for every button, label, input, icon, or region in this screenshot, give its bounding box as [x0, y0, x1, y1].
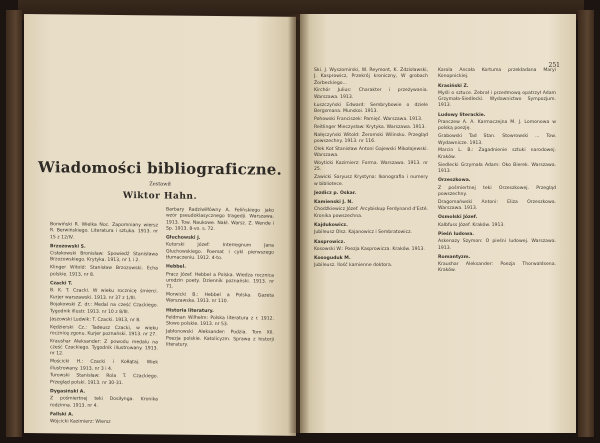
bibliography-entry: Kraushar Aleksander: Z powodu medalu na cześć Czackiego. Tygodnik illustrowany. 1913. nr 12. [50, 338, 158, 357]
left-page [24, 14, 296, 436]
bibliography-entry: Pohowski Franciszek: Pamięć. Warszawa. 1913. [314, 116, 423, 122]
book-cover-left-edge [6, 10, 22, 437]
compiler-label: Zestawił [149, 181, 171, 188]
bibliography-heading: Dygasiński A. [50, 389, 86, 395]
bibliography-entry: Reitlinger Mieczysław: Krytyka. Warszawa. 1913. [314, 124, 426, 130]
bibliography-entry: Cisłakowski Bronisław: Spowiedź Stanisława Brzozowskiego. Krytyka. 1913, nr 1 i 2. [50, 251, 158, 264]
bibliography-heading: Jezdicz p. Oskar. [314, 190, 357, 196]
bibliography-entry: Kirchór Julius: Charakter i przeżywania. Warszawa. 1913. [314, 88, 428, 100]
bibliography-heading: Głuchowski J. [166, 235, 201, 242]
bibliography-entry: Jubileusz Olsz. Kajanowicz i Sembratowicz. [314, 230, 412, 236]
compiler-name: Wiktor Hahn. [122, 191, 198, 202]
bibliography-heading: Kasprowicz. [314, 239, 346, 245]
bibliography-heading: Hebbel. [166, 264, 186, 271]
bibliography-heading: Kamienski J. N. [314, 200, 354, 206]
bibliography-entry: Pranczew A. A. Karmaczejna M. J. Lomonowa w polską poezję. [438, 120, 556, 132]
bibliography-entry: Woyticki Kazimierz: Forma. Warszawa. 1913. nr 25. [314, 161, 428, 173]
left-page-column-2 [166, 207, 274, 351]
bibliography-entry: Ski. J. Wyszomirski, W. Reymont, K. Zdzisławski, J. Kasprowicz, Przekrój kroniczny, W grobach Żorbeckiego... [314, 68, 428, 86]
bibliography-entry: Z pośmiertnej teki Orzeszkowej. Przegląd powszechny. [438, 185, 556, 197]
bibliography-heading: Krasiński Z. [438, 83, 469, 89]
bibliography-entry: Kutorski Józef: Interregnum Jana Głuchowskiego. Poemat i cykl pierwszego tłumaczeniu. 1912. 4-to. [166, 242, 274, 262]
bibliography-entry: Kędzierski Cz.: Tadeusz Czacki, w wieku rocznicę zgonu. Kurjer poznański. 1913. nr 27. [50, 324, 158, 338]
bibliography-heading: Pieśń ludowa. [438, 231, 475, 237]
bibliography-heading: Czacki T. [50, 281, 73, 287]
bibliography-entry: Chodźkiewicz Józef. Arcybiskup Ferdynand d'Esté. Kronika powszechna. [314, 207, 428, 219]
bibliography-entry: Dragomańwski Antoni: Eliza Orzeszkowa. Warszawa. 1913. [438, 199, 556, 212]
bibliography-entry: Turowski Stanisław: Rola T. Czackiego. Przegląd polski. 1913. nr 30-31. [50, 373, 158, 386]
bibliography-entry: Feldman Wilhelm: Polska literatura z r. 1912. Słowo polskie. 1913. nr 53. [166, 315, 274, 328]
bibliography-entry: Jaszowski Ludwik: T. Czacki. 1913, nr 8. [50, 316, 141, 323]
bibliography-entry: Mościcki H.: Czacki i Kołłątaj. Wiek illustrowany. 1913, nr 3 i 4. [50, 359, 158, 372]
bibliography-entry: Z pośmiertnej teki Dosiłynga. Kronika rodzinna. 1913. nr 4. [50, 396, 158, 409]
bibliography-heading: Romantyzm. [438, 254, 471, 260]
bibliography-entry: Jabłonowski Aleksander: Podzia. Tom XII. Poezja polskie. Katolicyzm. Sprawa z historji literatury. [166, 329, 274, 348]
left-page-fold-shadow [288, 17, 296, 436]
bibliography-heading: Historia literatury. [166, 308, 214, 314]
bibliography-heading: Ludowy literackie. [438, 112, 486, 118]
book-cover-right-edge [578, 10, 594, 437]
bibliography-entry: Marcin L. B.: Zagadnienie sztuki narodowej. Kraków. [438, 148, 556, 160]
bibliography-entry: Kosowski W.: Poezja Kasprowicza. Kraków. 1913. [314, 246, 425, 252]
right-page-column-1 [314, 68, 428, 271]
bibliography-entry: Myśli o sztuce. Zebrał i przedmową opatrzył Adam Grzymała-Siedlecki. Wydawnictwo Sympozjum. 1913. [438, 90, 556, 109]
bibliography-entry: Barbary Radziwiłłówny A. Felińskiego jako wzór pseudoklasycznego tragedji. Warszawa. 1913. Tow. Naukowe. Nakł. Warsz. Z. Wende i Sp. 1913. 8-vo. s. 72. [166, 207, 274, 232]
section-title: Wiadomości bibliograficzne. [38, 158, 282, 179]
bibliography-heading: Kajdukowicz. [314, 222, 348, 228]
bibliography-entry: Łuszczyński Edward: Sembrybowie o dziele Bergsmana. Munskoi. 1913. [314, 102, 428, 114]
bibliography-entry: Siedlecki Grzymała Adam: Oko Bierek. Warszawa. 1913. [438, 162, 556, 174]
bibliography-heading: Osmolski Józef. [438, 215, 478, 221]
bibliography-entry: Jubileusz. Ilość kamienne doktora. [314, 263, 393, 269]
bibliography-entry: Bojakowski Z. dr.: Medal na cześć Czackiego. Tygodnik illustr. 1913. nr 10 z 8/III. [50, 302, 158, 315]
bibliography-entry: B. K. T. Czacki. W wieku rocznicę śmierci. Kurjer warszawski. 1913. nr 37 z 1/III. [50, 288, 158, 301]
right-page [300, 14, 576, 433]
bibliography-heading: Brzozowski S. [50, 244, 86, 250]
page-number: 251 [548, 62, 560, 69]
bibliography-heading: Kosoguduk M. [314, 256, 351, 262]
bibliography-entry: Grabowski Tad Stan. Stowrowski ... Tow. Wydawnicze. 1913. [438, 134, 556, 146]
bibliography-entry: Klinger Witold: Stanisław Brzozowski. Echa polskie. 1913, nr 8. [50, 265, 158, 278]
bibliography-entry: Nałęczyński Witold: Żeromski Wilinsku. Przegląd powszechny. 1913. nr 116. [314, 132, 428, 144]
bibliography-entry: Olek Kot Stanisław Antoni Gajewski Mikołajewski. Warszawa. [314, 146, 428, 159]
bibliography-entry: Pracz Józef. Hebbel a Polska. Wiedza rocznica urodzin poety. Dziennik poznański. 1913. nr 71. [166, 272, 274, 290]
bibliography-entry: Kraushar Aleksander: Poezja Thorwaldsena. Kraków. [438, 262, 556, 274]
left-page-column-1 [50, 222, 158, 428]
bibliography-entry: Kalbfuss Józef. Kraków. 1913. [438, 222, 505, 228]
bibliography-entry: Morwicki B.: Hebbel a Polska. Gazeta Warszawska. 1913. nr 110. [166, 292, 274, 305]
bibliography-heading: Orzeszkowa. [438, 178, 471, 184]
bibliography-heading: Fallski A. [50, 412, 74, 418]
bibliography-entry: Askenazy Szymon: O pieśni ludowej. Warszawa. 1913. [438, 239, 556, 251]
bibliography-entry: Borwiński R. Wielka Noc. Zapomniany wiersz R. Berwińskiego. Literatura i sztuka. 1913. nr 15 z 12/IV. [50, 222, 158, 241]
bibliography-entry: Wójcicki Kazimierz: Wiersz [50, 419, 111, 426]
bibliography-entry: Zawicki Saryusz Krystyna: Ikonografia i numery w bibliotece. [314, 175, 428, 187]
right-page-column-2 [438, 68, 556, 276]
bibliography-entry: Karola Ancała Kortuma przekładana Maryi Konopnickiej. [438, 68, 556, 80]
